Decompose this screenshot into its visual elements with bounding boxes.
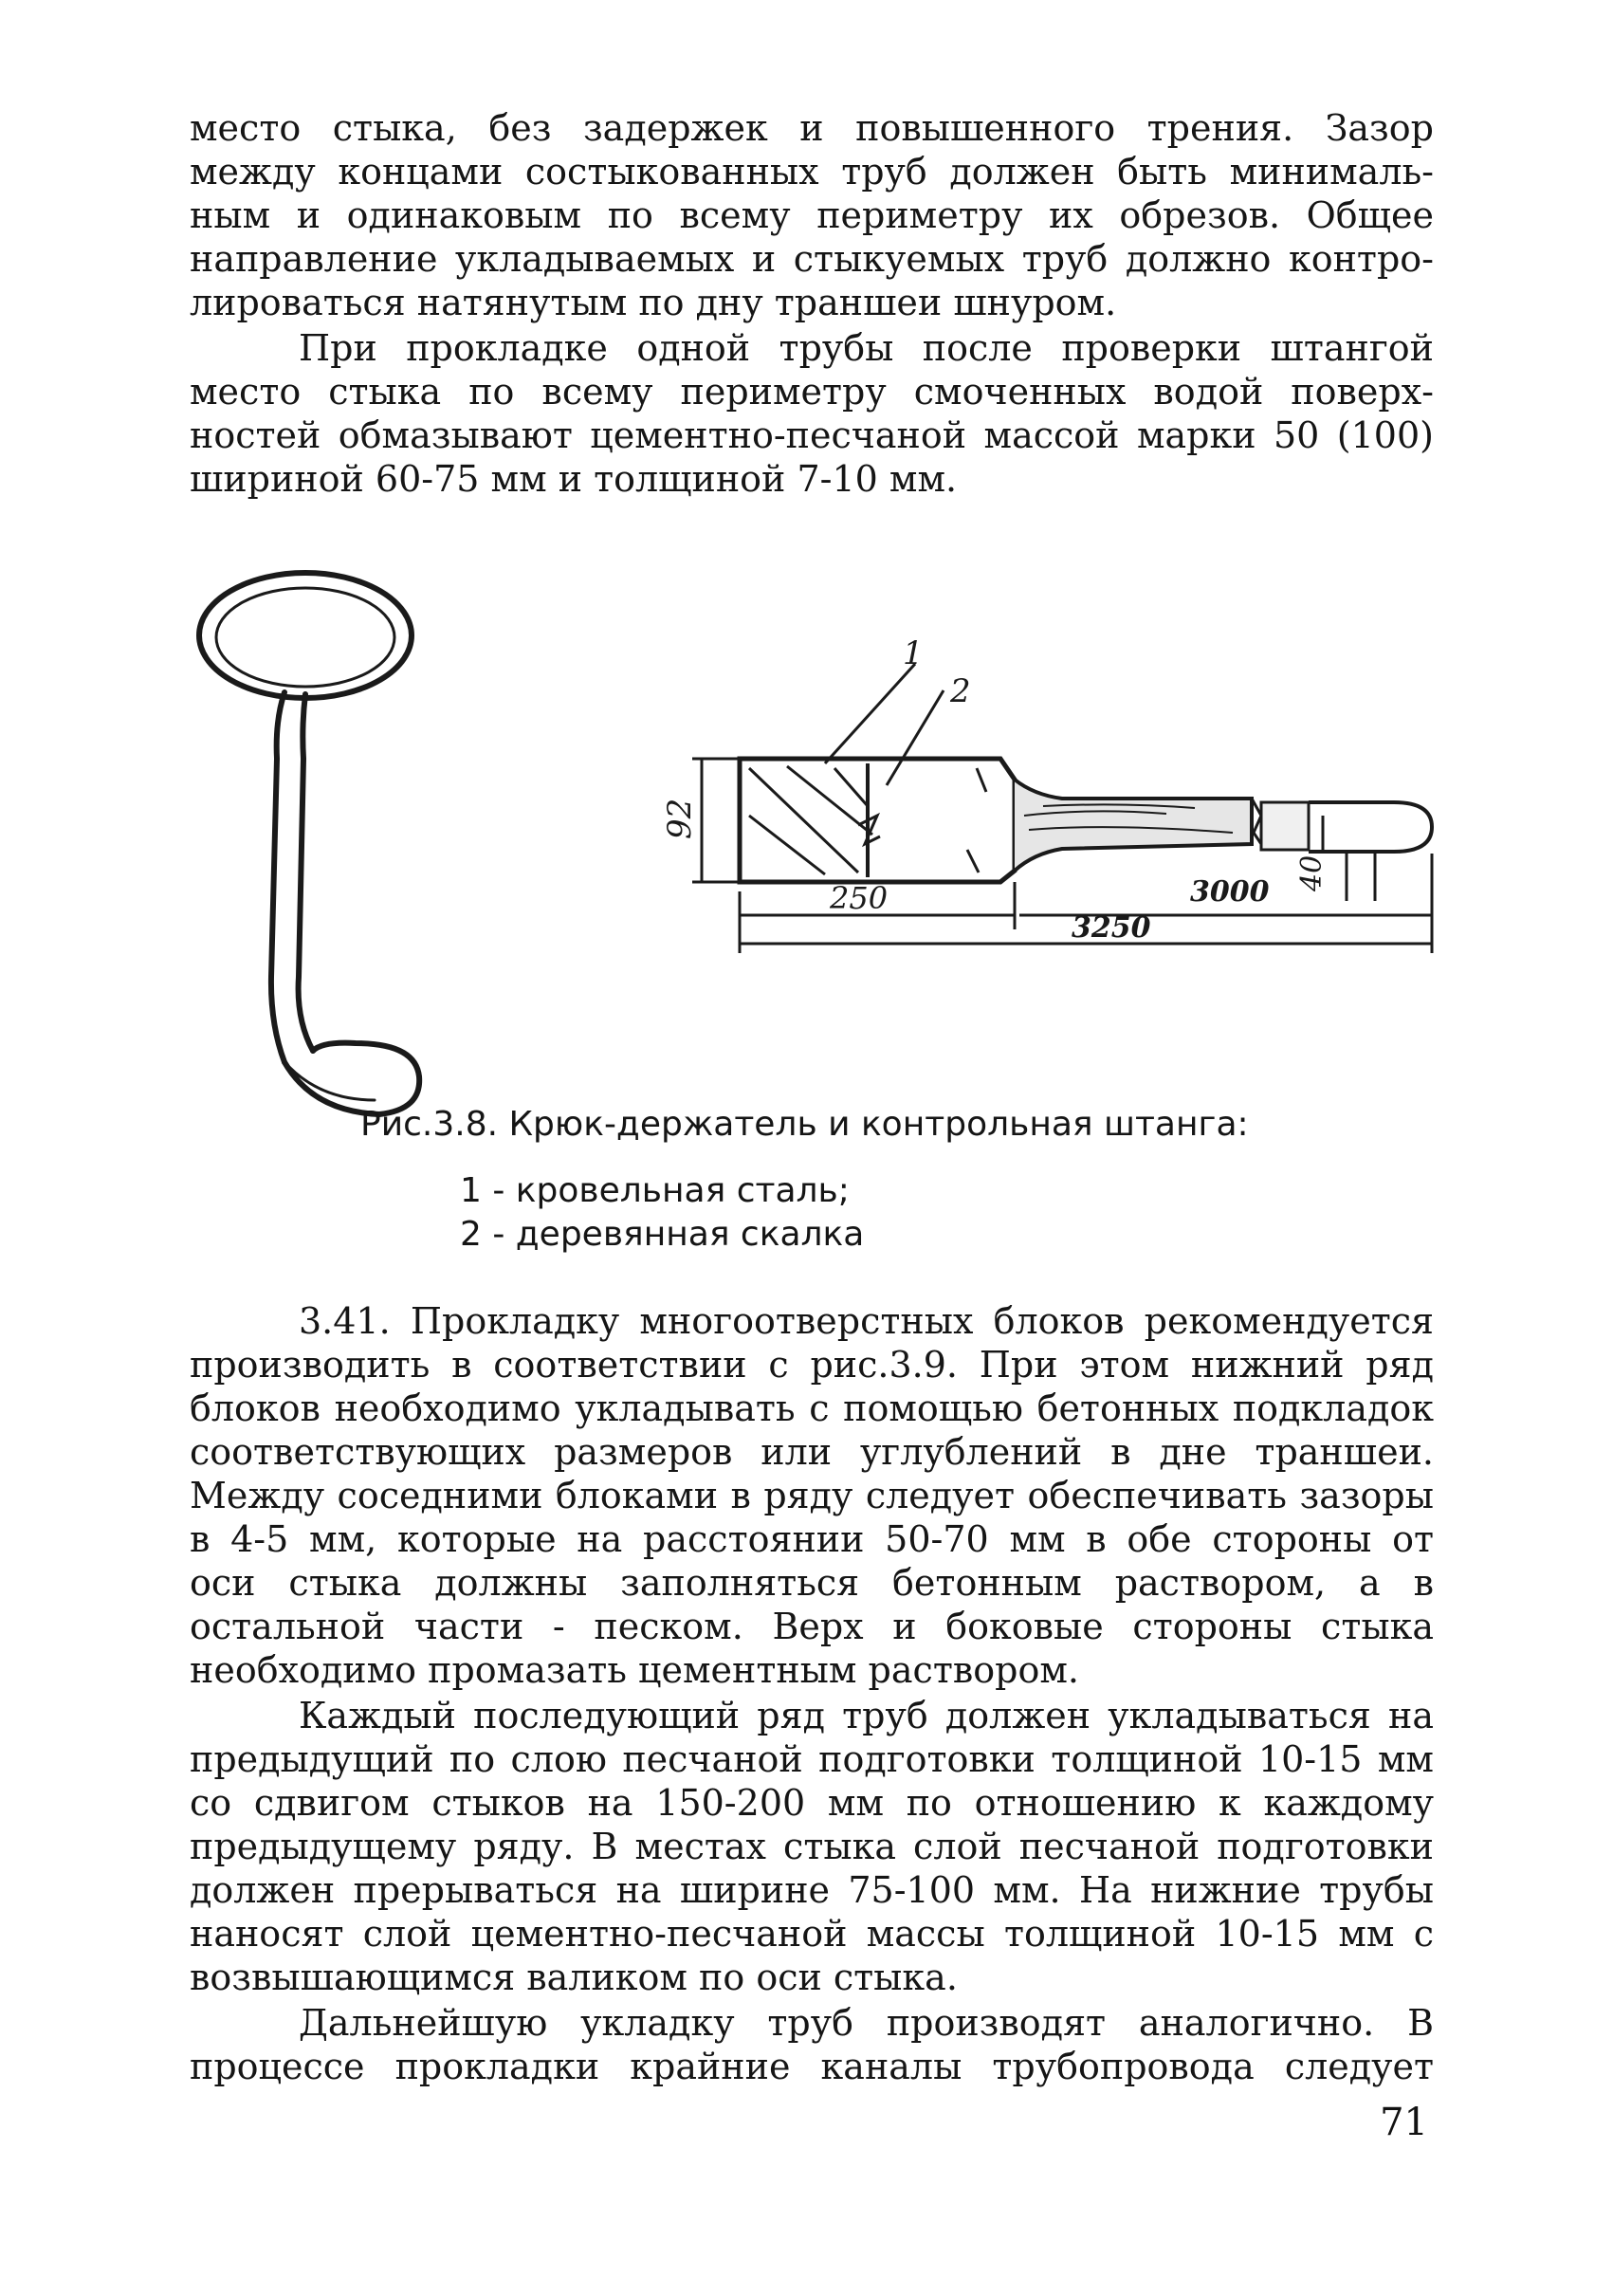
page-number: 71 [1380,2101,1428,2144]
paragraph-2 [190,326,1434,501]
text-line: возвышающимся валиком по оси стыка. [190,1956,958,1998]
dimension-40: 40 [1295,854,1329,891]
figure-caption-title: Рис.3.8. Крюк-держатель и контрольная штанга: [360,1105,1249,1144]
text-line: блоков необходимо укладывать с помощью бетонных подкладок [190,1387,1434,1429]
dimension-250: 250 [830,880,889,916]
paragraph-4 [190,1694,1434,1999]
hook-holder-drawing [199,573,419,1114]
text-line: процессе прокладки крайние каналы трубопровода следует [190,2046,1434,2087]
text-line: направление укладываемых и стыкуемых труб должно контро- [190,238,1434,280]
text-line: производить в соответствии с рис.3.9. При этом нижний ряд [190,1344,1434,1386]
paragraph-5 [190,2001,1434,2088]
text-line: в 4-5 мм, которые на расстоянии 50-70 мм в обе стороны от [190,1518,1434,1560]
text-line: Каждый последующий ряд труб должен укладываться на [299,1695,1434,1736]
text-line: место стыка по всему периметру смоченных водой поверх- [190,371,1434,413]
text-line: остальной части - песком. Верх и боковые стороны стыка [190,1606,1434,1647]
text-line: При прокладке одной трубы после проверки штангой [299,327,1434,369]
text-line: шириной 60-75 мм и толщиной 7-10 мм. [190,458,958,500]
text-line: место стыка, без задержек и повышенного трения. Зазор [190,107,1434,149]
figure-caption-item-1: 1 - кровельная сталь; [460,1171,850,1210]
text-line: со сдвигом стыков на 150-200 мм по отношению к каждому [190,1782,1434,1824]
text-line: соответствующих размеров или углублений в дне траншеи. [190,1431,1434,1473]
control-rod-drawing [692,664,1432,953]
text-line: Между соседними блоками в ряду следует обеспечивать зазоры [190,1475,1434,1516]
text-line: ным и одинаковым по всему периметру их обрезов. Общее [190,194,1434,236]
callout-label-1: 1 [903,634,924,672]
paragraph-1 [190,106,1434,324]
paragraph-3 [190,1299,1434,1692]
text-line: должен прерываться на ширине 75-100 мм. На нижние трубы [190,1869,1434,1911]
text-line: предыдущий по слою песчаной подготовки толщиной 10-15 мм [190,1738,1434,1780]
text-line: наносят слой цементно-песчаной массы толщиной 10-15 мм с [190,1913,1434,1955]
text-line: 3.41. Прокладку многоотверстных блоков рекомендуется [299,1300,1434,1342]
text-line: лироваться натянутым по дну траншеи шнуром. [190,282,1117,323]
dimension-height: 92 [661,798,699,839]
text-line: необходимо промазать цементным раствором. [190,1649,1079,1691]
figure-caption-item-2: 2 - деревянная скалка [460,1215,865,1254]
text-line: предыдущему ряду. В местах стыка слой песчаной подготовки [190,1826,1434,1867]
dimension-3250: 3250 [1072,911,1151,945]
callout-label-2: 2 [950,672,971,710]
dimension-3000: 3000 [1190,875,1270,909]
text-line: Дальнейшую укладку труб производят аналогично. В [299,2002,1434,2044]
text-line: ностей обмазывают цементно-песчаной массой марки 50 (100) [190,414,1434,456]
text-line: оси стыка должны заполняться бетонным раствором, а в [190,1562,1434,1604]
text-line: между концами состыкованных труб должен быть минималь- [190,151,1434,193]
